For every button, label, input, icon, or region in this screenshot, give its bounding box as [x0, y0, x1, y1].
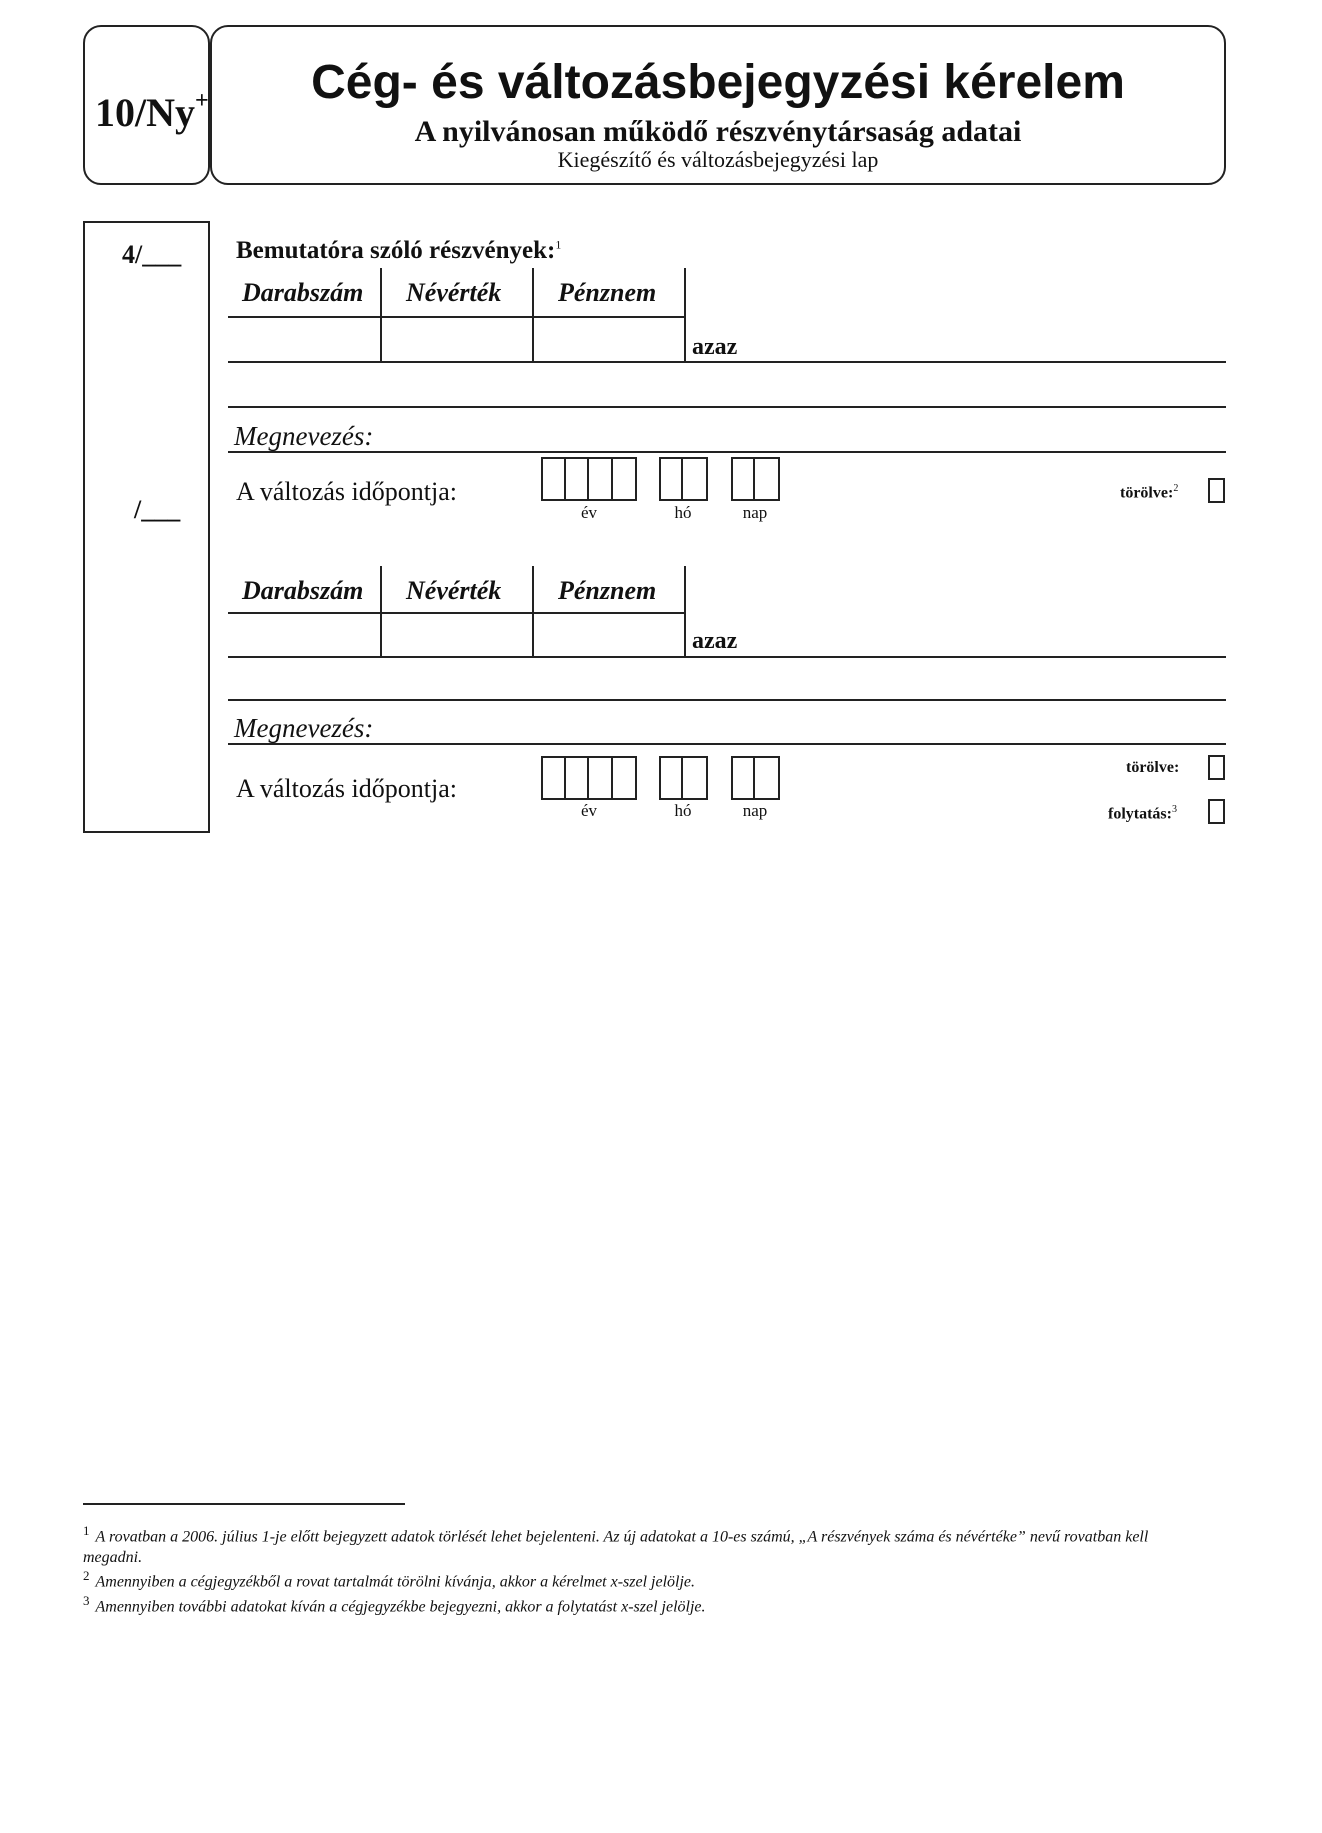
- digit-cell[interactable]: [661, 459, 683, 499]
- section-number: 4/___: [122, 240, 182, 269]
- deleted-label: törölve:: [1126, 759, 1180, 776]
- section-heading: [236, 237, 561, 265]
- section-sub-number: /___: [134, 495, 181, 524]
- deleted-checkbox[interactable]: [1208, 755, 1225, 780]
- column-divider: [684, 268, 686, 362]
- deleted-label-text: törölve:: [1120, 484, 1174, 502]
- azaz-label: azaz: [692, 628, 738, 654]
- digit-cell[interactable]: [661, 758, 683, 798]
- form-title: Cég- és változásbejegyzési kérelem: [311, 56, 1125, 109]
- digit-cell[interactable]: [613, 758, 635, 798]
- form-code: [95, 89, 209, 136]
- day-label: nap: [742, 503, 768, 522]
- amount-in-words-line[interactable]: [228, 361, 1226, 363]
- digit-cell[interactable]: [566, 758, 590, 798]
- digit-cell[interactable]: [683, 758, 706, 798]
- amount-in-words-line[interactable]: [228, 656, 1226, 658]
- digit-cell[interactable]: [543, 459, 566, 499]
- deleted-checkbox[interactable]: [1208, 478, 1225, 503]
- continue-label: [1108, 804, 1177, 823]
- footnote-text: A rovatban a 2006. július 1-je előtt bejegyzett adatok törlését lehet bejelenteni. Az új adatokat a 10-es számú, „A részvények száma és névértéke” nevű rovatban kell megadni.: [83, 1528, 1149, 1567]
- form-code-text: 10/Ny: [95, 90, 195, 135]
- footnote: [83, 1565, 1193, 1592]
- month-input[interactable]: [659, 457, 708, 501]
- title-box: [210, 25, 1226, 185]
- column-header-count: Darabszám: [242, 576, 364, 605]
- year-input[interactable]: [541, 756, 637, 800]
- sheet-type: Kiegészítő és változásbejegyzési lap: [557, 147, 879, 172]
- digit-cell[interactable]: [733, 758, 755, 798]
- digit-cell[interactable]: [755, 459, 778, 499]
- deleted-label: [1120, 483, 1178, 502]
- digit-cell[interactable]: [543, 758, 566, 798]
- change-date-label: A változás időpontja:: [236, 774, 457, 803]
- amount-in-words-line[interactable]: [228, 406, 1226, 408]
- continue-label-text: folytatás:: [1108, 805, 1172, 823]
- column-header-count: Darabszám: [242, 278, 364, 307]
- footnote-rule: [83, 1503, 405, 1505]
- digit-cell[interactable]: [566, 459, 590, 499]
- digit-cell[interactable]: [733, 459, 755, 499]
- name-label: Megnevezés:: [234, 713, 374, 743]
- section-number-column: [83, 221, 210, 833]
- column-header-currency: Pénznem: [558, 576, 657, 605]
- footnote: [83, 1590, 1193, 1617]
- year-label: év: [580, 503, 598, 522]
- name-line[interactable]: [228, 451, 1226, 453]
- column-header-nominal: Névérték: [406, 278, 502, 307]
- footnote-text: Amennyiben a cégjegyzékből a rovat tartalmát törölni kívánja, akkor a kérelmet x-szel jelölje.: [95, 1573, 696, 1591]
- column-divider: [684, 566, 686, 658]
- footnote-number: 1: [83, 1523, 90, 1538]
- footnote-number: 2: [83, 1568, 90, 1583]
- footnote-number: 3: [83, 1593, 90, 1608]
- year-label: év: [580, 801, 598, 820]
- digit-cell[interactable]: [613, 459, 635, 499]
- continue-note: 3: [1171, 804, 1177, 815]
- column-header-nominal: Névérték: [406, 576, 502, 605]
- digit-cell[interactable]: [755, 758, 778, 798]
- form-code-mark: +: [195, 87, 209, 114]
- azaz-label: azaz: [692, 334, 738, 360]
- footnote-text: Amennyiben további adatokat kíván a cégjegyzékbe bejegyezni, akkor a folytatást x-szel jelölje.: [95, 1598, 706, 1616]
- count-field[interactable]: [229, 614, 379, 656]
- currency-field[interactable]: [534, 318, 683, 360]
- month-label: hó: [674, 801, 692, 820]
- section-heading-note: 1: [555, 237, 562, 252]
- form-code-box: [83, 25, 210, 185]
- digit-cell[interactable]: [683, 459, 706, 499]
- digit-cell[interactable]: [589, 758, 613, 798]
- continue-checkbox[interactable]: [1208, 799, 1225, 824]
- column-header-currency: Pénznem: [558, 278, 657, 307]
- nominal-field[interactable]: [382, 318, 531, 360]
- digit-cell[interactable]: [589, 459, 613, 499]
- currency-field[interactable]: [534, 614, 683, 656]
- month-input[interactable]: [659, 756, 708, 800]
- change-date-label: A változás időpontja:: [236, 477, 457, 506]
- day-input[interactable]: [731, 457, 780, 501]
- day-input[interactable]: [731, 756, 780, 800]
- name-line[interactable]: [228, 743, 1226, 745]
- deleted-note: 2: [1173, 483, 1179, 494]
- name-label: Megnevezés:: [234, 421, 374, 451]
- count-field[interactable]: [229, 318, 379, 360]
- nominal-field[interactable]: [382, 614, 531, 656]
- form-subtitle: A nyilvánosan működő részvénytársaság adatai: [414, 115, 1022, 148]
- year-input[interactable]: [541, 457, 637, 501]
- day-label: nap: [742, 801, 768, 820]
- section-heading-text: Bemutatóra szóló részvények:: [236, 237, 556, 264]
- amount-in-words-line[interactable]: [228, 699, 1226, 701]
- month-label: hó: [674, 503, 692, 522]
- footnote: [83, 1520, 1193, 1568]
